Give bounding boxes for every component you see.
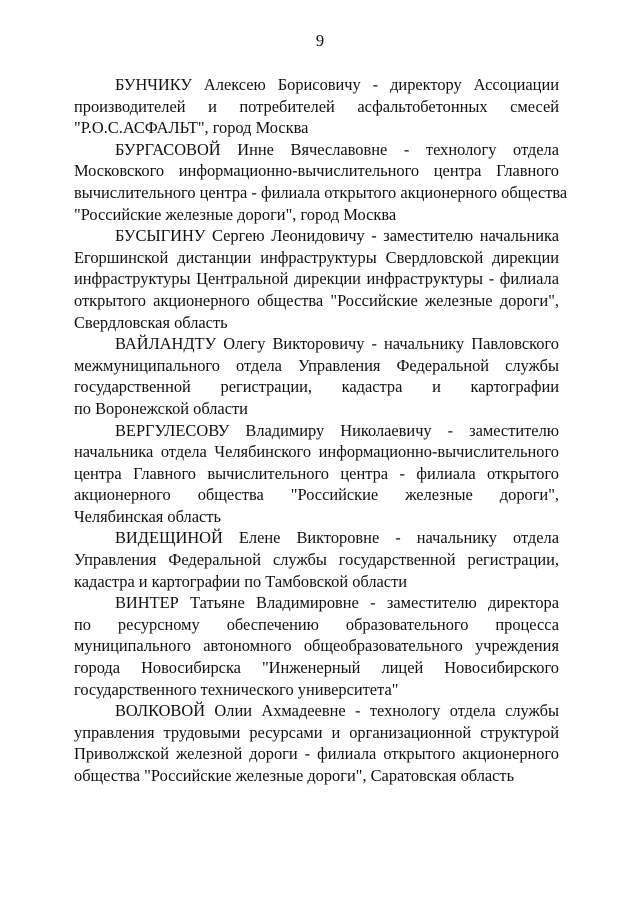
- entry-text-line: государственного технического университета": [74, 679, 399, 699]
- entry-text-line: Свердловская область: [74, 312, 228, 332]
- entry-text-line: центра Главного вычислительного центра - филиала открытого: [74, 463, 559, 483]
- entry-text-line: по Воронежской области: [74, 398, 248, 418]
- award-list: [74, 74, 568, 787]
- award-entry: [74, 592, 559, 700]
- award-entry: [74, 527, 559, 592]
- entry-text-line: "Р.О.С.АСФАЛЬТ", город Москва: [74, 118, 309, 138]
- entry-name-line: ВИНТЕР Татьяне Владимировне - заместителю директора: [115, 593, 559, 613]
- entry-text-line: начальника отдела Челябинского информационно-вычислительного: [74, 442, 559, 462]
- entry-text-line: муниципального автономного общеобразовательного учреждения: [74, 636, 559, 656]
- entry-text-line: открытого акционерного общества "Российские железные дороги",: [74, 290, 559, 310]
- entry-name-line: БУНЧИКУ Алексею Борисовичу - директору Ассоциации: [115, 75, 559, 94]
- entry-text-line: Челябинская область: [74, 506, 221, 526]
- entry-text-line: по ресурсному обеспечению образовательного процесса: [74, 614, 559, 634]
- entry-name-line: ВЕРГУЛЕСОВУ Владимиру Николаевичу - заместителю: [115, 420, 559, 440]
- entry-name-line: БУСЫГИНУ Сергею Леонидовичу - заместителю начальника: [115, 226, 559, 246]
- entry-name-line: ВИДЕЩИНОЙ Елене Викторовне - начальнику отдела: [115, 528, 559, 548]
- entry-name-line: БУРГАСОВОЙ Инне Вячеславовне - технологу отдела: [115, 139, 559, 159]
- entry-text-line: города Новосибирска "Инженерный лицей Новосибирского: [74, 658, 559, 678]
- entry-text-line: Московского информационно-вычислительного центра Главного: [74, 161, 559, 181]
- entry-text-line: общества "Российские железные дороги", Саратовская область: [74, 766, 515, 785]
- award-entry: [74, 420, 559, 528]
- award-entry: [74, 700, 559, 786]
- entry-text-line: управления трудовыми ресурсами и организационной структурой: [74, 722, 559, 742]
- entry-text-line: Управления Федеральной службы государственной регистрации,: [74, 550, 559, 570]
- entry-text-line: Приволжской железной дороги - филиала открытого акционерного: [74, 744, 559, 764]
- entry-text-line: акционерного общества "Российские железные дороги",: [74, 485, 559, 505]
- award-entry: [74, 74, 559, 139]
- page-number: 9: [315, 31, 325, 50]
- entry-text-line: межмуниципального отдела Управления Федеральной службы: [74, 355, 559, 375]
- entry-text-line: производителей и потребителей асфальтобетонных смесей: [74, 96, 559, 116]
- entry-text-line: государственной регистрации, кадастра и картографии: [74, 377, 559, 397]
- entry-name-line: ВОЛКОВОЙ Олии Ахмадеевне - технологу отдела службы: [115, 701, 559, 721]
- entry-text-line: инфраструктуры Центральной дирекции инфраструктуры - филиала: [74, 269, 559, 289]
- award-entry: [74, 139, 568, 225]
- entry-name-line: ВАЙЛАНДТУ Олегу Викторовичу - начальнику Павловского: [115, 334, 559, 354]
- entry-text-line: "Российские железные дороги", город Москва: [74, 204, 397, 224]
- entry-text-line: Егоршинской дистанции инфраструктуры Свердловской дирекции: [74, 247, 559, 267]
- entry-text-line: кадастра и картографии по Тамбовской области: [74, 571, 407, 591]
- award-entry: [74, 333, 559, 419]
- entry-text-line: вычислительного центра - филиала открытого акционерного общества: [74, 182, 568, 202]
- award-entry: [74, 225, 559, 333]
